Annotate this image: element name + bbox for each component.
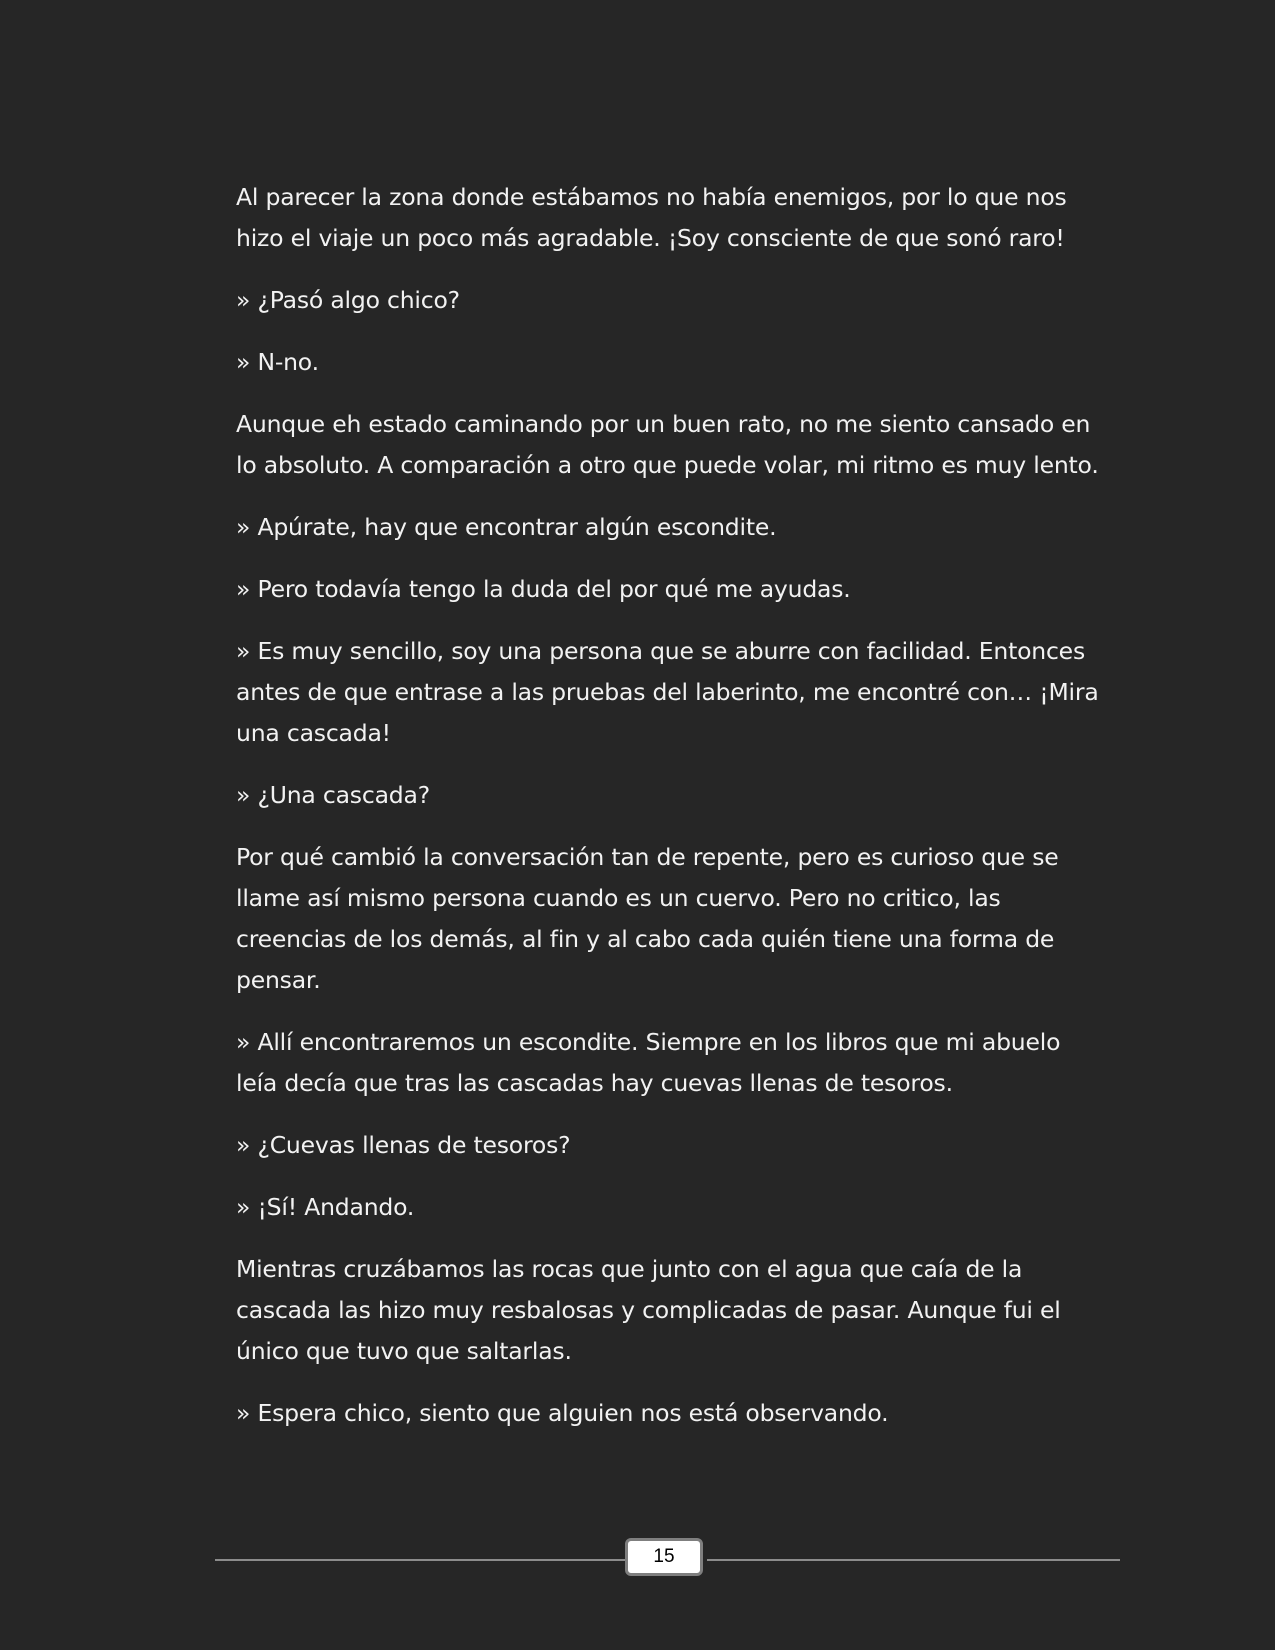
paragraph-12: » ¡Sí! Andando.: [236, 1193, 415, 1221]
paragraph-4: Aunque eh estado caminando por un buen rato, no me siento cansado en lo absoluto. A comparación a otro que puede volar, mi ritmo es muy lento.: [236, 410, 1099, 479]
paragraph-5: » Apúrate, hay que encontrar algún escondite.: [236, 513, 777, 541]
page-footer: [215, 1538, 1120, 1582]
paragraph-1: Al parecer la zona donde estábamos no había enemigos, por lo que nos hizo el viaje un poco más agradable. ¡Soy consciente de que sonó raro!: [236, 183, 1067, 252]
footer-rule-right: [707, 1559, 1120, 1561]
paragraph-11: » ¿Cuevas llenas de tesoros?: [236, 1131, 571, 1159]
paragraph-3: » N-no.: [236, 348, 319, 376]
page-number: 15: [625, 1538, 703, 1576]
paragraph-2: » ¿Pasó algo chico?: [236, 286, 460, 314]
paragraph-6: » Pero todavía tengo la duda del por qué me ayudas.: [236, 575, 851, 603]
paragraph-7: » Es muy sencillo, soy una persona que se aburre con facilidad. Entonces antes de que entrase a las pruebas del laberinto, me encontré con… ¡Mira una cascada!: [236, 637, 1099, 747]
paragraph-8: » ¿Una cascada?: [236, 781, 430, 809]
footer-rule-left: [215, 1559, 627, 1561]
paragraph-10: » Allí encontraremos un escondite. Siempre en los libros que mi abuelo leía decía que tras las cascadas hay cuevas llenas de tesoros.: [236, 1028, 1061, 1097]
paragraph-13: Mientras cruzábamos las rocas que junto con el agua que caía de la cascada las hizo muy resbalosas y complicadas de pasar. Aunque fui el único que tuvo que saltarlas.: [236, 1255, 1061, 1365]
paragraph-9: Por qué cambió la conversación tan de repente, pero es curioso que se llame así mismo persona cuando es un cuervo. Pero no critico, las creencias de los demás, al fin y al cabo cada quién tiene una forma de pensar.: [236, 843, 1059, 994]
page-body: [236, 177, 1106, 1455]
paragraph-14: » Espera chico, siento que alguien nos está observando.: [236, 1399, 889, 1427]
